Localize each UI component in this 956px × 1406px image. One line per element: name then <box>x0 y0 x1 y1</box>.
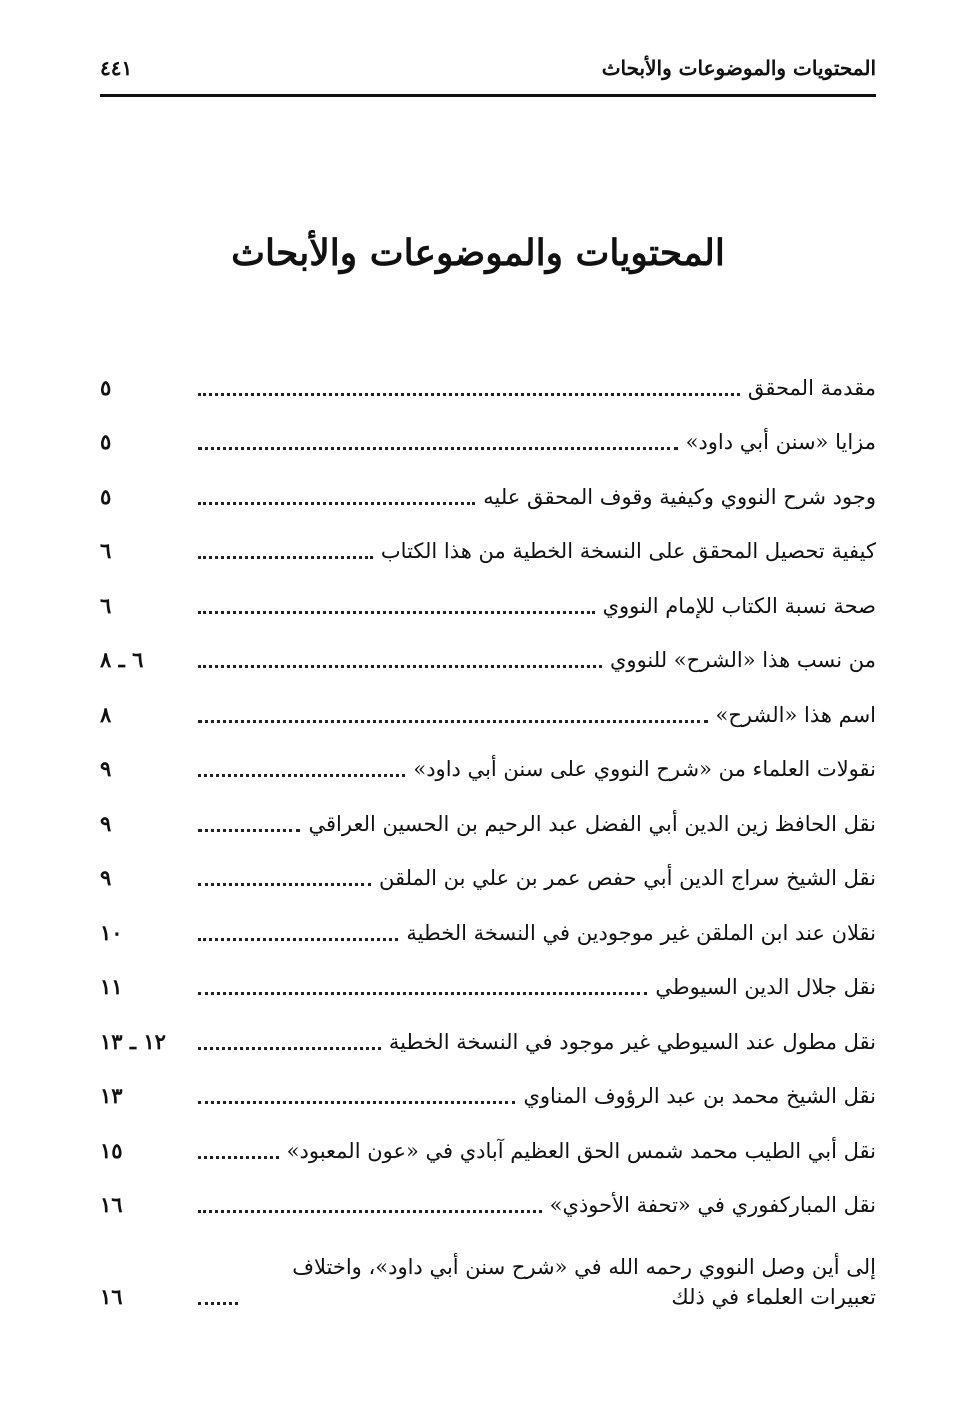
toc-entry-title: مقدمة المحقق <box>747 375 876 400</box>
leader-dots <box>198 720 708 723</box>
toc-entry <box>100 901 876 956</box>
leader-dots <box>198 611 595 614</box>
toc-entry-title: نقولات العلماء من «شرح النووي على سنن أبي داود» <box>413 757 876 781</box>
leader-dots <box>198 1101 515 1104</box>
toc-entry-title: نقل أبي الطيب محمد شمس الحق العظيم آبادي في «عون المعبود» <box>286 1138 876 1163</box>
page-number: ٤٤١ <box>100 56 133 80</box>
toc-entry-title: نقل الحافظ زين الدين أبي الفضل عبد الرحيم بن الحسين العراقي <box>308 811 876 836</box>
toc-entry-page: ١٢ ـ ١٣ <box>100 1028 166 1054</box>
toc-entry-page: ٨ <box>100 701 112 727</box>
leader-dots <box>198 1302 238 1305</box>
running-title: المحتويات والموضوعات والأبحاث <box>601 56 876 80</box>
toc-entry <box>100 956 876 1011</box>
toc-entry-page: ٦ ـ ٨ <box>100 647 144 672</box>
leader-dots <box>198 1210 542 1213</box>
leader-dots <box>198 774 405 777</box>
leader-dots <box>198 447 678 450</box>
toc-entry-page: ١٣ <box>100 1083 123 1108</box>
page-title: المحتويات والموضوعات والأبحاث <box>231 232 725 274</box>
toc-entry-page: ٥ <box>100 374 112 400</box>
toc-entry-page: ٦ <box>100 592 112 618</box>
toc-entry-title: نقل جلال الدين السيوطي <box>655 975 876 999</box>
toc-entry <box>100 792 876 847</box>
toc-entry-title: نقل مطول عند السيوطي غير موجود في النسخة الخطية <box>388 1029 876 1054</box>
toc-entry-title: نقلان عند ابن الملقن غير موجودين في النسخة الخطية <box>406 920 876 945</box>
toc-entry-page: ٥ <box>100 483 112 509</box>
toc-entry-page: ١٥ <box>100 1137 123 1163</box>
toc-entry-title: صحة نسبة الكتاب للإمام النووي <box>602 593 876 618</box>
toc-entry-page: ٩ <box>100 865 112 890</box>
leader-dots <box>198 556 373 559</box>
toc-entry <box>100 629 876 684</box>
leader-dots <box>198 883 371 886</box>
toc-entry <box>100 1174 876 1229</box>
toc-entry <box>100 411 876 466</box>
leader-dots <box>198 393 740 396</box>
leader-dots <box>198 829 300 832</box>
toc-entry-title: مزايا «سنن أبي داود» <box>685 430 876 454</box>
leader-dots <box>198 938 398 941</box>
running-header <box>100 54 876 97</box>
leader-dots <box>198 992 647 995</box>
toc-entry-page: ١١ <box>100 974 123 999</box>
toc-entry-title: كيفية تحصيل المحقق على النسخة الخطية من هذا الكتاب <box>380 539 876 563</box>
toc-entry <box>100 1119 876 1174</box>
toc-entry-page: ٦ <box>100 538 112 563</box>
toc-entry <box>100 1228 876 1320</box>
toc-entry-page: ٩ <box>100 756 112 781</box>
leader-dots <box>198 1047 381 1050</box>
leader-dots <box>198 1156 279 1159</box>
toc-entry <box>100 738 876 793</box>
toc-entry <box>100 1010 876 1065</box>
leader-dots <box>198 502 475 505</box>
toc-entry-title: نقل المباركفوري في «تحفة الأحوذي» <box>549 1193 876 1217</box>
toc-entry-page: ١٦ <box>100 1284 123 1309</box>
toc-entry <box>100 683 876 738</box>
toc-entry <box>100 847 876 902</box>
toc-entry-page: ١٦ <box>100 1192 123 1217</box>
toc-entry <box>100 520 876 575</box>
toc-entry <box>100 574 876 629</box>
toc-entry-page: ٩ <box>100 810 112 836</box>
toc-entry-title: وجود شرح النووي وكيفية وقوف المحقق عليه <box>483 484 876 509</box>
toc-entry-page: ١٠ <box>100 919 123 945</box>
toc-entry-page: ٥ <box>100 429 112 454</box>
leader-dots <box>198 665 602 668</box>
toc-entry-title: نقل الشيخ محمد بن عبد الرؤوف المناوي <box>523 1084 876 1108</box>
table-of-contents <box>100 356 876 1320</box>
toc-entry-title: نقل الشيخ سراج الدين أبي حفص عمر بن علي بن الملقن <box>379 866 876 890</box>
toc-entry <box>100 465 876 520</box>
toc-entry-title: إلى أين وصل النووي رحمه الله في «شرح سنن أبي داود»، واختلاف تعبيرات العلماء في ذلك <box>292 1255 876 1309</box>
toc-entry <box>100 1065 876 1120</box>
toc-entry-title: اسم هذا «الشرح» <box>715 702 876 727</box>
toc-entry-title: من نسب هذا «الشرح» للنووي <box>610 648 876 672</box>
toc-entry <box>100 356 876 411</box>
